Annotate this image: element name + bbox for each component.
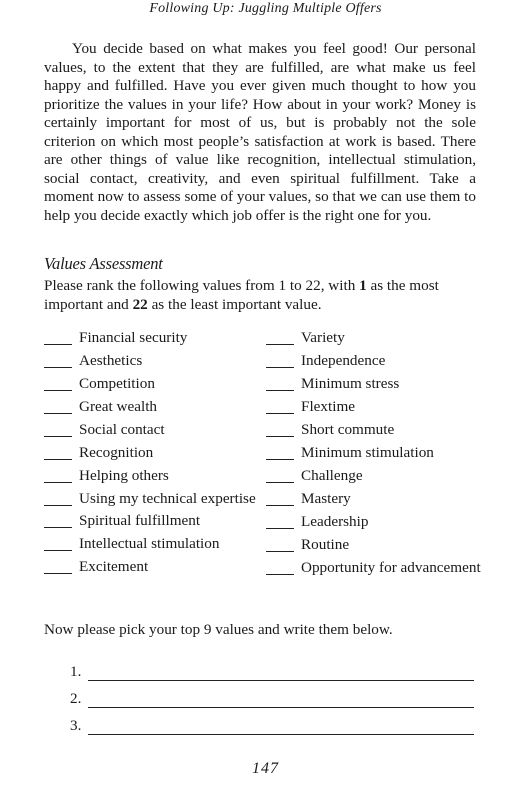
- value-item: [44, 467, 264, 485]
- value-label: Intellectual stimulation: [79, 535, 220, 552]
- least-important-number: 22: [132, 295, 148, 313]
- value-label: Aesthetics: [79, 352, 143, 369]
- value-label: Variety: [301, 329, 345, 346]
- value-item: [44, 512, 264, 530]
- value-item: [266, 490, 481, 508]
- value-label: Minimum stimulation: [301, 444, 434, 461]
- rank-blank[interactable]: [44, 490, 72, 506]
- value-label: Short commute: [301, 421, 395, 438]
- answer-line: [70, 681, 474, 708]
- rank-blank[interactable]: [266, 490, 294, 506]
- rank-blank[interactable]: [266, 467, 294, 483]
- value-item: [44, 329, 264, 347]
- value-label: Minimum stress: [301, 375, 400, 392]
- ranking-instructions: Please rank the following values from 1 to 22, with 1 as the most important and 22 as the least important value.: [44, 277, 439, 313]
- answer-number: 3.: [70, 717, 82, 734]
- value-label: Mastery: [301, 490, 351, 507]
- value-label: Great wealth: [79, 398, 158, 415]
- value-item: [266, 352, 481, 370]
- value-label: Using my technical expertise: [79, 490, 256, 507]
- value-item: [266, 329, 481, 347]
- rank-blank[interactable]: [44, 375, 72, 391]
- answer-number: 2.: [70, 690, 82, 707]
- rank-blank[interactable]: [266, 421, 294, 437]
- answer-line: [70, 654, 474, 681]
- rank-blank[interactable]: [44, 444, 72, 460]
- top-picks-instruction: Now please pick your top 9 values and write them below.: [44, 621, 393, 638]
- value-label: Independence: [301, 352, 386, 369]
- answer-blank[interactable]: [88, 666, 474, 681]
- rank-blank[interactable]: [44, 352, 72, 368]
- rank-blank[interactable]: [266, 444, 294, 460]
- value-item: [266, 467, 481, 485]
- value-item: [44, 535, 264, 553]
- value-item: [44, 421, 264, 439]
- rank-blank[interactable]: [44, 558, 72, 574]
- value-item: [44, 490, 264, 508]
- answer-number: 1.: [70, 663, 82, 680]
- rank-blank[interactable]: [266, 559, 294, 575]
- rank-blank[interactable]: [44, 421, 72, 437]
- value-item: [266, 398, 481, 416]
- value-item: [44, 375, 264, 393]
- values-list-left: [44, 329, 264, 581]
- rank-blank[interactable]: [266, 375, 294, 391]
- rank-blank[interactable]: [266, 352, 294, 368]
- values-list-right: [266, 329, 481, 582]
- value-label: Leadership: [301, 513, 369, 530]
- section-heading: Values Assessment: [44, 254, 163, 273]
- value-item: [44, 558, 264, 576]
- value-label: Financial security: [79, 329, 188, 346]
- value-label: Opportunity for advancement: [301, 559, 481, 576]
- value-item: [266, 536, 481, 554]
- answer-blank[interactable]: [88, 693, 474, 708]
- value-item: [266, 421, 481, 439]
- value-item: [44, 352, 264, 370]
- value-label: Spiritual fulfillment: [79, 512, 201, 529]
- page-number: 147: [252, 760, 279, 777]
- value-item: [266, 559, 481, 577]
- value-item: [266, 444, 481, 462]
- value-item: [266, 513, 481, 531]
- value-label: Recognition: [79, 444, 154, 461]
- rank-blank[interactable]: [44, 467, 72, 483]
- value-item: [266, 375, 481, 393]
- value-label: Challenge: [301, 467, 363, 484]
- running-header: Following Up: Juggling Multiple Offers: [149, 1, 382, 16]
- answer-blank[interactable]: [88, 720, 474, 735]
- answer-line: [70, 708, 474, 735]
- rank-blank[interactable]: [44, 329, 72, 345]
- value-label: Competition: [79, 375, 155, 392]
- rank-blank[interactable]: [266, 398, 294, 414]
- value-item: [44, 444, 264, 462]
- intro-paragraph: You decide based on what makes you feel good! Our personal values, to the extent that they are fulfilled, are what make us feel happy and fulfilled. Have you ever given much thought to how you prioritize the values in your life? How about in your work? Money is certainly important for most of us, but is probably not the sole criterion on which most people’s satisfaction at work is based. There are other things of value like recognition, intellectual stimulation, social contact, creativity, and even spiritual fulfillment. Take a moment now to assess some of your values, so that we can use them to help you decide exactly which job offer is the right one for you.: [44, 40, 476, 224]
- rank-blank[interactable]: [266, 329, 294, 345]
- value-label: Excitement: [79, 558, 149, 575]
- rank-blank[interactable]: [266, 513, 294, 529]
- value-label: Routine: [301, 536, 350, 553]
- value-item: [44, 398, 264, 416]
- rank-blank[interactable]: [44, 535, 72, 551]
- most-important-number: 1: [359, 277, 367, 294]
- top-picks-lines: [70, 654, 474, 735]
- value-label: Social contact: [79, 421, 165, 438]
- rank-blank[interactable]: [44, 512, 72, 528]
- value-label: Helping others: [79, 467, 169, 484]
- value-label: Flextime: [301, 398, 355, 415]
- rank-blank[interactable]: [44, 398, 72, 414]
- rank-blank[interactable]: [266, 536, 294, 552]
